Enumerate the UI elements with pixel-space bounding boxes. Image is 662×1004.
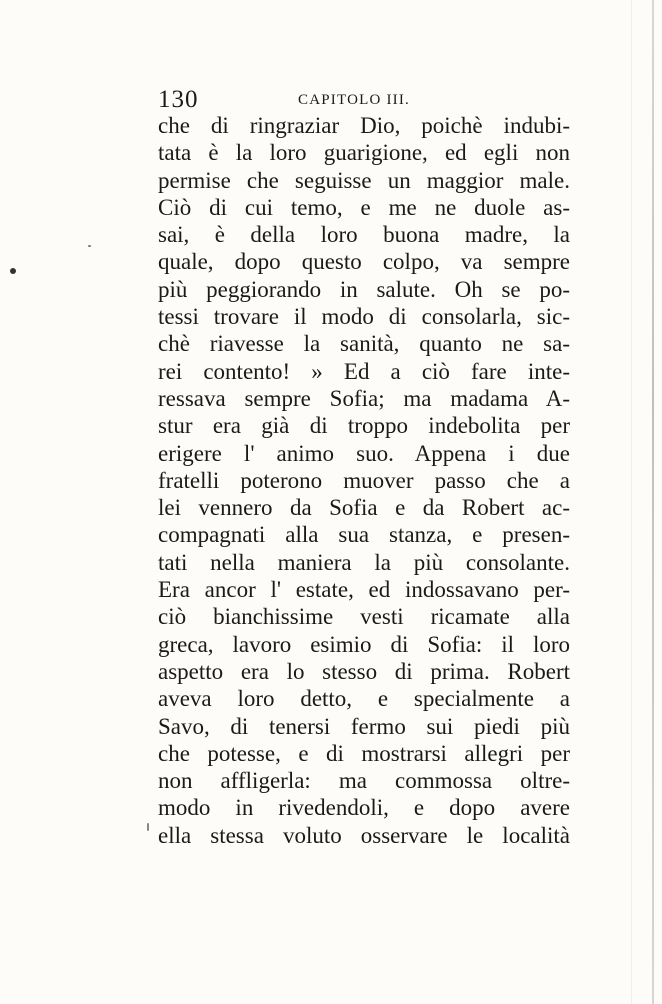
text-line: aveva loro detto, e specialmente a <box>158 686 570 712</box>
text-line: sai, è della loro buona madre, la <box>158 222 570 248</box>
ink-speck <box>147 823 149 831</box>
text-line: che di ringraziar Dio, poichè indubi- <box>158 113 570 138</box>
text-line: tati nella maniera la più consolante. <box>158 549 570 575</box>
text-line: non affligerla: ma commossa oltre- <box>158 768 570 794</box>
text-line: tata è la loro guarigione, ed egli non <box>158 140 570 166</box>
page-number: 130 <box>158 86 199 113</box>
text-line: fratelli poterono muover passo che a <box>158 467 570 493</box>
chapter-title: CAPITOLO III. <box>298 92 410 108</box>
text-line: Era ancor l' estate, ed indossavano per- <box>158 577 570 603</box>
text-line: ressava sempre Sofia; ma madama A- <box>158 385 570 411</box>
text-line: Ciò di cui temo, e me ne duole as- <box>158 194 570 220</box>
text-line: ciò bianchissime vesti ricamate alla <box>158 604 570 630</box>
text-line: aspetto era lo stesso di prima. Robert <box>158 658 570 684</box>
ink-speck <box>88 245 91 247</box>
body-text <box>158 112 570 849</box>
running-header <box>158 86 578 114</box>
text-line: modo in rivedendoli, e dopo avere <box>158 795 570 821</box>
page-fold-line <box>631 0 632 1004</box>
text-line: ella stessa voluto osservare le località <box>158 822 570 848</box>
text-line: greca, lavoro esimio di Sofia: il loro <box>158 631 570 657</box>
text-line: più peggiorando in salute. Oh se po- <box>158 276 570 302</box>
text-line: erigere l' animo suo. Appena i due <box>158 440 570 466</box>
text-line: chè riavesse la sanità, quanto ne sa- <box>158 331 570 357</box>
text-line: compagnati alla sua stanza, e presen- <box>158 522 570 548</box>
text-line: stur era già di troppo indebolita per <box>158 413 570 439</box>
text-line: permise che seguisse un maggior male. <box>158 167 570 193</box>
text-line: Savo, di tenersi fermo sui piedi più <box>158 713 570 739</box>
ink-speck <box>10 268 16 274</box>
text-line: che potesse, e di mostrarsi allegri per <box>158 740 570 766</box>
text-line: quale, dopo questo colpo, va sempre <box>158 249 570 275</box>
text-line: tessi trovare il modo di consolarla, sic- <box>158 304 570 330</box>
text-line: lei vennero da Sofia e da Robert ac- <box>158 495 570 521</box>
binding-edge <box>652 0 654 1004</box>
text-line: rei contento! » Ed a ciò fare inte- <box>158 358 570 384</box>
